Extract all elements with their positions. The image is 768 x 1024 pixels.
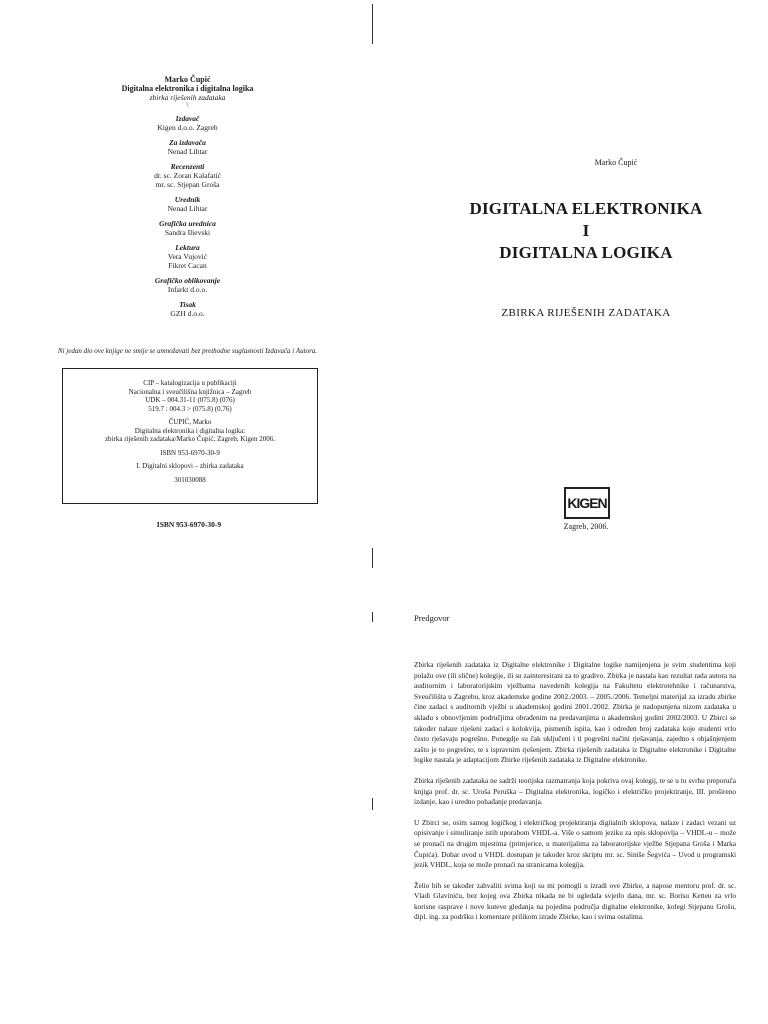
cip-line: 519.7 : 004.3 > (075.8) (0.76) — [148, 404, 232, 413]
credit-graphic-editor — [60, 219, 315, 237]
book-subtitle: ZBIRKA RIJEŠENIH ZADATAKA — [501, 307, 671, 319]
credit-name: Vera Vujović — [167, 252, 208, 261]
credit-proofreading — [60, 243, 315, 270]
credit-name: Nenad Lihtar — [167, 204, 208, 213]
credit-name: Infarkt d.o.o. — [167, 285, 208, 294]
cip-line: ČUPIĆ, Marko — [168, 418, 212, 426]
preface-body — [414, 660, 736, 933]
right-page — [376, 0, 768, 1024]
copyright-disclaimer: Ni jedan dio ove knjige ne smije se umnožavati bez prethodne suglasnosti Izdavača i Autora. — [57, 347, 318, 355]
credit-name: mr. sc. Stjepan Groša — [155, 180, 220, 189]
credit-name: Nenad Lihtar — [167, 147, 208, 156]
book-title-line: DIGITALNA LOGIKA — [499, 243, 673, 262]
page-gutter — [372, 0, 373, 1024]
cip-line: Nacionalna i sveučilišna knjižnica – Zagreb — [128, 387, 252, 396]
imprint-book-subtitle: zbirka riješenih zadataka — [149, 93, 226, 102]
book-title-line: DIGITALNA ELEKTRONIKA — [469, 199, 703, 218]
publisher-logo-text: KIGEN — [567, 495, 607, 511]
left-page — [0, 0, 375, 1024]
preface-paragraph: U Zbirci se, osim samog logičkog i električkog projektiranja digitalnih sklopova, nalaze i zadaci vezani uz opisivanje i simuliranje istih uporabom VHDL-a. Više o samom jeziku za opis sklopovlja – VHDL-u – može se pronaći na drugim mjestima (primjerice, u materijalima za laboratorijske vježbe Stjepana Groša i Marka Čupića). Dobar uvod u VHDL dostupan je također kroz skriptu mr. sc. Siniše Šegvića – Uvod u programski jezik VHDL, koja se može pronaći na stranicama kolegija. — [414, 817, 736, 870]
credit-name: Fikret Cacan — [168, 261, 207, 270]
cip-line: ISBN 953-6970-30-9 — [160, 448, 220, 457]
credit-publisher — [60, 114, 315, 132]
gutter-mark — [372, 612, 373, 622]
cip-line: Digitalna elektronika i digitalna logika: — [134, 426, 246, 435]
imprint-author: Marko Čupić — [164, 75, 211, 84]
credit-role: Recenzenti — [170, 162, 205, 171]
credit-name: dr. sc. Zoran Kalafatić — [154, 171, 221, 180]
credit-name: Sandra Ilievski — [164, 228, 211, 237]
preface-heading: Predgovor — [414, 613, 450, 623]
preface-paragraph: Zbirka riješenih zadataka ne sadrži teorijska razmatranja koja pokriva ovaj kolegij, te se u tu svrhu preporuča knjiga prof. dr. sc. Uroša Peruška – Digitalna elektronika, logičko i električko projektiranje, III. prošireno izdanje, kao i uredno pohađanje predavanja. — [414, 775, 736, 807]
imprint-tick-mark: \ — [186, 101, 189, 109]
credit-role: Urednik — [174, 195, 201, 204]
credit-editor — [60, 195, 315, 213]
credit-role: Za izdavača — [169, 138, 206, 147]
credit-name: Kigen d.o.o. Zagreb — [157, 123, 218, 132]
isbn-label: ISBN 953-6970-30-9 — [156, 520, 222, 529]
imprint-book-title: Digitalna elektronika i digitalna logika — [121, 84, 254, 93]
gutter-mark — [372, 798, 373, 810]
imprint-block — [60, 75, 315, 318]
book-title — [436, 198, 736, 264]
title-page-author: Marko Čupić — [594, 158, 638, 167]
cip-record-box — [62, 368, 318, 504]
credit-role: Lektura — [175, 243, 200, 252]
credit-name: GZH d.o.o. — [170, 309, 205, 318]
credit-for-publisher — [60, 138, 315, 156]
gutter-mark — [372, 548, 373, 568]
cip-line: CIP – katalogizacija u publikaciji — [143, 379, 237, 387]
cip-line: 301030088 — [174, 475, 206, 484]
credit-role: Grafička urednica — [159, 219, 216, 228]
credit-print — [60, 300, 315, 318]
credit-role: Izdavač — [175, 114, 200, 123]
cip-line: I. Digitalni sklopovi – zbirka zadataka — [136, 462, 244, 470]
credit-role: Grafičko oblikovanje — [154, 276, 221, 285]
credit-reviewers — [60, 162, 315, 189]
credit-role: Tisak — [179, 300, 196, 309]
publisher-logo — [564, 487, 610, 519]
credit-design — [60, 276, 315, 294]
book-title-line: I — [582, 221, 590, 240]
preface-paragraph: Želio bih se također zahvaliti svima koji su mi pomogli u izradi ove Zbirke, a napose mentoru prof. dr. sc. Vladi Glaviniću, bez kojeg ova Zbirka nikada ne bi ugledala svjetlo dana, mr. sc. Borisu Ketteu za vrlo korisne rasprave i nove kuteve gledanja na pojedina područja digitalne elektronike, kolegi Stjepanu Grošu, dipl. ing. za podršku i komentare prilikom izrade Zbirke, kao i svima ostalima. — [414, 880, 736, 922]
preface-paragraph: Zbirka riješenih zadataka iz Digitalne elektronike i Digitalne logike namijenjena je svim studentima koji polažu ove (ili slične) kolegije, ili su zainteresirani za to gradivo. Zbirka je nastala kao rezultat rada autora na auditornim i laboratorijskim vježbama navedenih kolegija na Fakultetu elektrotehnike i računarstva, Sveučilišta u Zagrebu, kroz akademske godine 2002./2003. – 2005./2006. Temeljni materijal za izradu zbirke čine zadaci s auditornih vježbi u akademskoj godini 2001./2002. Zbirka je nadopunjena nizom zadataka u skladu s obnovljenim područjima obrađenim na predavanjima u akademskoj godini 2002/2003. U Zbirci se također nalaze riješeni zadaci s kolokvija, pismenih ispita, kao i određen broj zadataka koje studenti vrlo često rješavaju pogrešno. Ponegdje su čak uključeni i ti pogrešni načini rješavanja, zajedno s objašnjenjem zašto je to pogrešno, te s ispravnim rješenjem. Zbirka riješenih zadataka iz Digitalne elektronike i Digitalne logike nastala je adaptacijom Zbirke riješenih zadataka iz Digitalne elektronike. — [414, 660, 736, 765]
cip-line: UDK – 004.31-11 (075.8) (076) — [145, 396, 235, 404]
cip-line: zbirka riješenih zadataka/Marko Čupić, Zagreb, Kigen 2006. — [104, 435, 276, 443]
place-and-year: Zagreb, 2006. — [563, 522, 609, 531]
gutter-mark — [372, 4, 373, 44]
